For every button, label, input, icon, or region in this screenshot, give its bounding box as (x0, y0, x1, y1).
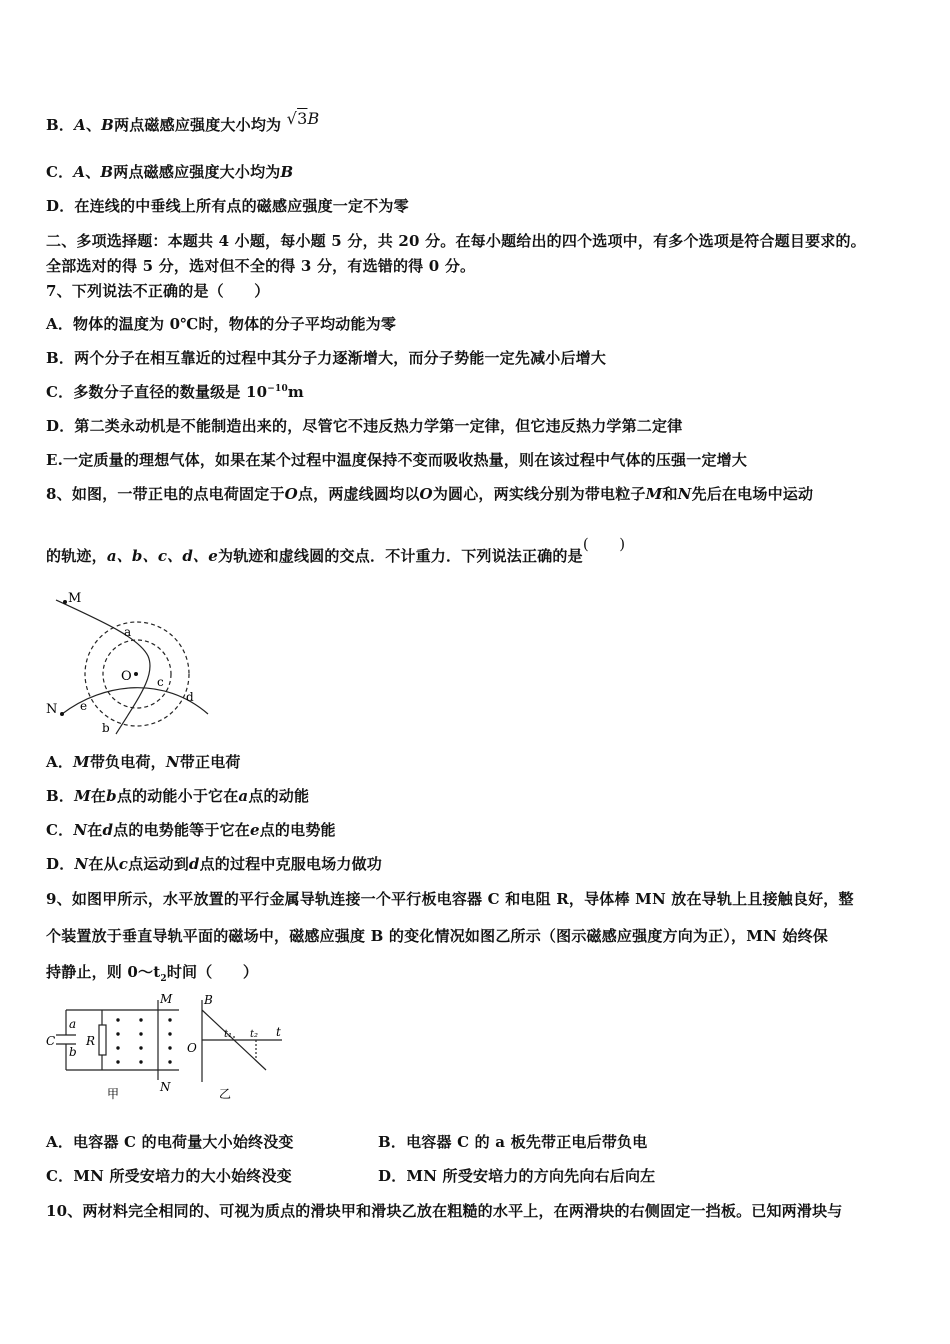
q9-option-d: D．MN 所受安培力的方向先向右后向左 (378, 1167, 656, 1185)
label-b: b (102, 721, 110, 735)
label-n: N (46, 702, 58, 717)
q9-bt-graph (184, 992, 294, 1104)
label-t1: t₁ (224, 1029, 233, 1040)
q10-stem-line1: 10、两材料完全相同的、可视为质点的滑块甲和滑块乙放在粗糙的水平上，在两滑块的右侧固定一挡板。已知两滑块与 (46, 1202, 843, 1220)
q9-option-c: C．MN 所受安培力的大小始终没变 (46, 1167, 292, 1185)
q9-stem-line3: 持静止，则 $0\sim t_2$时间（ ） (46, 963, 259, 984)
label-capacitor: C (46, 1034, 56, 1048)
label-e: e (80, 699, 88, 713)
label-c: c (157, 675, 164, 689)
label-m-rod: M (160, 992, 173, 1006)
q8-stem-line1: 8、如图，一带正电的点电荷固定于O点，两虚线圆均以O为圆心，两实线分别为带电粒子M和N先后在电场中运动 (46, 485, 814, 503)
q7-option-c: C．多数分子直径的数量级是 $10^{-10}m$ (46, 383, 304, 401)
label-t-axis: t (276, 1025, 281, 1039)
q9-circuit-figure (44, 992, 194, 1104)
q9-stem-line1: 9、如图甲所示，水平放置的平行金属导轨连接一个平行板电容器 C 和电阻 R，导体棒 MN 放在导轨上且接触良好，整 (46, 890, 854, 908)
label-origin: O (187, 1041, 197, 1055)
option-b-prev: B．A、B两点磁感应强度大小均为 √3B (46, 109, 320, 134)
q8-option-b: B．M在b点的动能小于它在a点的动能 (46, 787, 310, 805)
label-d: d (186, 690, 194, 704)
label-t2: t₂ (250, 1029, 259, 1040)
q7-option-e: E.一定质量的理想气体，如果在某个过程中温度保持不变而吸收热量，则在该过程中气体的压强一定增大 (46, 451, 748, 469)
trajectory-m (56, 600, 150, 734)
label-yi: 乙 (219, 1087, 232, 1101)
q8-stem-line2: 的轨迹，a、b、c、d、e为轨迹和虚线圆的交点．不计重力．下列说法正确的是( ) (46, 535, 626, 565)
q9-stem-line2: 个装置放于垂直导轨平面的磁场中，磁感应强度 B 的变化情况如图乙所示（图示磁感应强度方向为正），MN 始终保 (46, 927, 828, 945)
label-a: a (124, 625, 132, 639)
label-a-plate: a (69, 1017, 77, 1031)
sqrt3-b-formula: √3B (286, 109, 320, 128)
option-d-prev: D．在连线的中垂线上所有点的磁感应强度一定不为零 (46, 197, 409, 215)
section2-line2: 全部选对的得 5 分，选对但不全的得 3 分，有选错的得 0 分。 (46, 257, 476, 275)
label-jia: 甲 (107, 1087, 120, 1101)
label-resistor: R (86, 1034, 96, 1048)
q8-option-d: D．N在从c点运动到d点的过程中克服电场力做功 (46, 855, 383, 873)
q7-option-a: A．物体的温度为 0℃时，物体的分子平均动能为零 (46, 315, 397, 333)
label-m: M (68, 591, 82, 606)
q7-option-d: D．第二类永动机是不能制造出来的，尽管它不违反热力学第一定律，但它违反热力学第二定律 (46, 417, 683, 435)
label-n-rod: N (160, 1080, 171, 1094)
q8-field-figure (44, 586, 224, 736)
label-b-plate: b (69, 1045, 77, 1059)
option-c-prev: C．A、B两点磁感应强度大小均为B (46, 163, 294, 181)
q7-stem: 7、下列说法不正确的是（ ） (46, 282, 270, 300)
label-o: O (121, 669, 132, 684)
q9-option-b: B．电容器 C 的 a 板先带正电后带负电 (378, 1133, 648, 1151)
section2-line1: 二、多项选择题：本题共 4 小题，每小题 5 分，共 20 分。在每小题给出的四个选项中，有多个选项是符合题目要求的。 (46, 232, 866, 250)
q7-option-b: B．两个分子在相互靠近的过程中其分子力逐渐增大，而分子势能一定先减小后增大 (46, 349, 607, 367)
label-b-axis: B (204, 993, 213, 1007)
q8-option-c: C．N在d点的电势能等于它在e点的电势能 (46, 821, 336, 839)
q8-option-a: A．M带负电荷，N带正电荷 (46, 753, 241, 771)
q9-option-a: A．电容器 C 的电荷量大小始终没变 (46, 1133, 294, 1151)
